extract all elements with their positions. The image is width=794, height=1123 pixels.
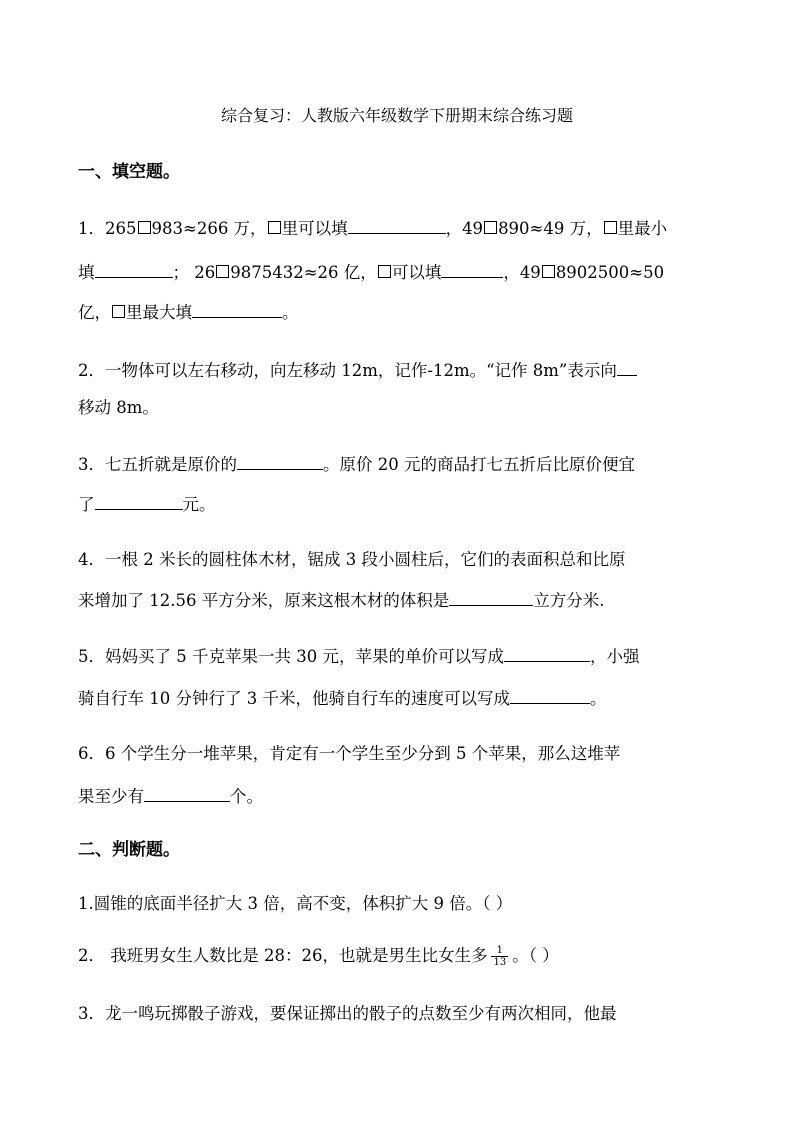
q2-text: 移动 8m。 [78,398,159,417]
q1-text: 890≈49 万， [498,219,603,238]
q6-text: 6．6 个学生分一堆苹果，肯定有一个学生至少分到 5 个苹果，那么这堆苹 [78,744,621,763]
q1-text: 9875432≈26 亿， [230,263,377,282]
q1-text: 填 [78,263,95,282]
q1-text: 983≈266 万， [151,219,267,238]
q4-line-1 [78,548,720,572]
q3-text: 元。 [182,495,216,514]
q5-text: 5．妈妈买了 5 千克苹果一共 30 元，苹果的单价可以写成 [78,647,504,666]
q3-text: 了 [78,495,95,514]
blank-box-icon [268,221,281,234]
q6-line-2 [78,784,720,809]
q6-text: 果至少有 [78,787,144,806]
q2-line-1 [78,358,720,383]
q1-text: 。 [282,303,299,322]
q3-text: 3．七五折就是原价的 [78,455,237,474]
q1-text: 里最大填 [126,303,192,322]
blank-box-icon [484,221,497,234]
q4-text: 4．一根 2 米长的圆柱体木材，锯成 3 段小圆柱后，它们的表面积总和比原 [78,550,626,569]
blank-box-icon [112,305,125,318]
answer-blank[interactable] [449,588,533,606]
fraction-numerator: 1 [496,945,504,956]
page-title: 综合复习：人教版六年级数学下册期末综合练习题 [220,106,573,125]
blank-box-icon [216,265,229,278]
answer-blank[interactable] [95,492,183,510]
j2-text: 。（ ） [512,946,559,965]
j1-text: 1.圆锥的底面半径扩大 3 倍，高不变，体积扩大 9 倍。（ ） [78,894,513,913]
answer-blank[interactable] [237,452,323,470]
answer-blank[interactable] [95,260,173,278]
j2-text: 2． 我班男女生人数比是 28：26，也就是男生比女生多 [78,946,488,965]
q4-line-2 [78,588,720,613]
answer-blank[interactable] [441,260,503,278]
q1-text: 8902500≈50 [555,263,665,282]
q1-text: ； 26 [172,263,216,282]
blank-box-icon [138,221,151,234]
fraction [491,945,508,968]
blank-box-icon [542,265,555,278]
j3-line [78,1002,720,1026]
q4-text: 来增加了 12.56 平方分米，原来这根木材的体积是 [78,591,450,610]
blank-box-icon [604,221,617,234]
q5-line-1 [78,644,720,669]
q4-text: 立方分米. [533,591,605,610]
q2-line-2 [78,396,720,420]
section-true-false: 二、判断题。 [78,840,180,860]
answer-blank[interactable] [144,784,230,802]
q1-text: 亿， [78,303,111,322]
q1-text: 1．265 [78,219,137,238]
answer-blank[interactable] [348,216,446,234]
q1-text: 里可以填 [281,219,348,238]
q1-text: ，49 [445,219,484,238]
q5-line-2 [78,686,720,711]
j1-line [78,892,720,916]
q3-line-1 [78,452,720,477]
q1-line-3 [78,300,720,325]
answer-blank[interactable] [504,644,590,662]
section-fill-in: 一、填空题。 [78,162,180,182]
q5-text: 。 [589,689,607,708]
q5-text: ，小强 [589,647,640,666]
q5-text: 骑自行车 10 分钟行了 3 千米，他骑自行车的速度可以写成 [78,689,510,708]
answer-blank[interactable] [617,358,637,376]
q2-text: 2．一物体可以左右移动，向左移动 12m，记作-12m。“记作 8m”表示向 [78,361,617,380]
q1-line-1 [78,216,720,241]
fraction-denominator: 13 [493,957,507,968]
q1-text: ，49 [503,263,541,282]
q3-line-2 [78,492,720,517]
q1-line-2 [78,260,720,285]
answer-blank[interactable] [510,686,590,704]
answer-blank[interactable] [192,300,282,318]
q6-text: 个。 [230,787,263,806]
q1-text: 里最小 [617,219,668,238]
blank-box-icon [378,265,391,278]
j3-text: 3．龙一鸣玩掷骰子游戏，要保证掷出的骰子的点数至少有两次相同，他最 [78,1004,617,1023]
q1-text: 可以填 [391,263,442,282]
j2-line [78,944,720,968]
q6-line-1 [78,742,720,766]
q3-text: 。原价 20 元的商品打七五折后比原价便宜 [323,455,635,474]
